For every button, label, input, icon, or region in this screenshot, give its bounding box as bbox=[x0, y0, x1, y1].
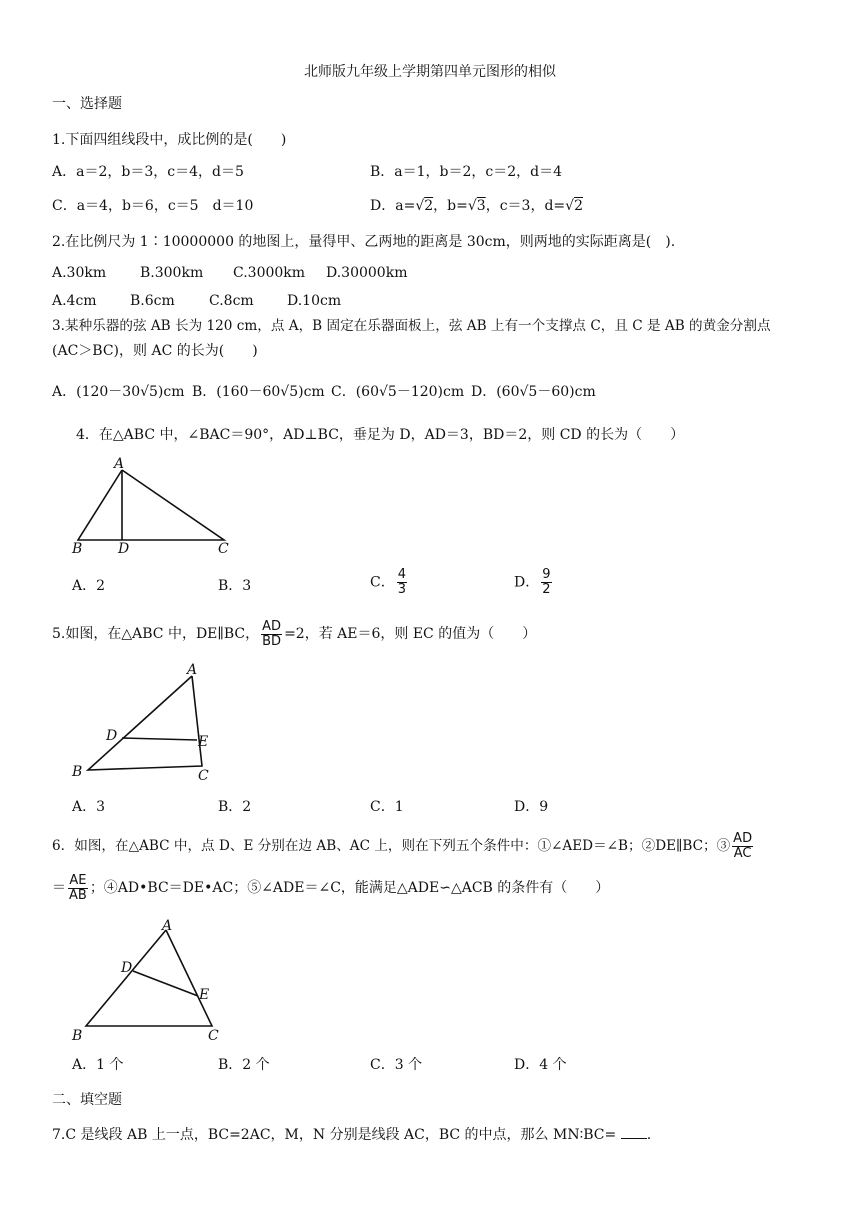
q4-option-b: B．3 bbox=[218, 578, 252, 594]
q5-label-e: E bbox=[198, 734, 209, 750]
q1-option-a: A．a＝2，b＝3，c＝4，d＝5 bbox=[52, 164, 244, 180]
q1-stem: 1.下面四组线段中，成比例的是( ) bbox=[52, 132, 287, 148]
q5-segment-de bbox=[122, 738, 197, 740]
q4-option-c-prefix: C． bbox=[370, 574, 395, 591]
section-heading-choice: 一、选择题 bbox=[52, 96, 122, 112]
q1-option-c: C．a＝4，b＝6，c＝5 d＝10 bbox=[52, 198, 254, 214]
q4-label-b: B bbox=[72, 541, 83, 556]
q5-label-b: B bbox=[72, 764, 83, 780]
q3-stem-line2: (AC＞BC)，则 AC 的长为( ) bbox=[52, 343, 258, 359]
q5-label-c: C bbox=[198, 768, 209, 784]
q6-stem-equals: ＝ bbox=[52, 880, 66, 896]
q6-option-d: D．4 个 bbox=[514, 1057, 567, 1073]
q6-fraction-ae-ab bbox=[68, 874, 88, 903]
q5-stem-suffix: =2，若 AE＝6，则 EC 的值为（ ） bbox=[284, 626, 537, 642]
q4-stem: 4．在△ABC 中，∠BAC＝90°，AD⊥BC，垂足为 D，AD＝3，BD＝2，则 CD 的长为（ ） bbox=[76, 427, 685, 443]
q3-option-a: A．(120－30√5)cm bbox=[52, 384, 185, 400]
q4-triangle bbox=[78, 470, 224, 540]
q4-option-c-fraction bbox=[397, 568, 407, 597]
q5-stem-prefix: 5.如图，在△ABC 中，DE∥BC， bbox=[52, 626, 260, 642]
q4-option-c bbox=[370, 568, 409, 597]
q6-fraction-ad-ac bbox=[732, 832, 753, 861]
q6-stem-part1: 6．如图，在△ABC 中，点 D、E 分别在边 AB、AC 上，则在下列五个条件中：①∠AED＝∠B；②DE∥BC；③ bbox=[52, 838, 731, 854]
q4-label-d: D bbox=[118, 541, 130, 556]
q6-label-d: D bbox=[121, 960, 133, 976]
q6-stem-line2 bbox=[52, 868, 609, 908]
q2-option-d: D.30000km bbox=[326, 265, 408, 281]
sqrt-three: 3 bbox=[476, 198, 486, 214]
q4-option-a: A．2 bbox=[72, 578, 106, 594]
q3-option-d: D．(60√5－60)cm bbox=[471, 384, 596, 400]
q5-figure bbox=[66, 658, 226, 788]
q3-option-b: B．(160－60√5)cm bbox=[192, 384, 325, 400]
q5-option-a: A．3 bbox=[72, 799, 106, 815]
page-title: 北师版九年级上学期第四单元图形的相似 bbox=[304, 64, 556, 80]
q2-option-d2: D.10cm bbox=[287, 293, 342, 309]
q2-option-b2: B.6cm bbox=[130, 293, 175, 309]
q4-option-d bbox=[514, 568, 554, 597]
q3-option-c: C．(60√5－120)cm bbox=[331, 384, 465, 400]
q6-figure bbox=[66, 916, 236, 1046]
q1-option-d-prefix: D．a= bbox=[370, 198, 416, 214]
q5-option-b: B．2 bbox=[218, 799, 252, 815]
q2-stem: 2.在比例尺为 1∶10000000 的地图上，量得甲、乙两地的距离是 30cm，则两地的实际距离是( ). bbox=[52, 234, 676, 250]
q2-option-c: C.3000km bbox=[233, 265, 306, 281]
q2-option-a: A.30km bbox=[52, 265, 107, 281]
q7-stem bbox=[52, 1124, 651, 1145]
frac-denominator: AB bbox=[69, 887, 87, 903]
frac-denominator: BD bbox=[262, 633, 282, 649]
q6-label-c: C bbox=[208, 1028, 219, 1044]
q1-option-b: B．a＝1，b＝2，c＝2，d＝4 bbox=[370, 164, 563, 180]
q6-label-b: B bbox=[72, 1028, 83, 1044]
q6-label-a: A bbox=[162, 918, 173, 934]
frac-numerator: AE bbox=[69, 872, 87, 888]
q7-stem-end: . bbox=[646, 1127, 652, 1143]
q1-option-d: D．a=√2，b=√3，c＝3，d=√2 bbox=[370, 198, 583, 214]
q2-option-c2: C.8cm bbox=[209, 293, 254, 309]
q6-label-e: E bbox=[199, 987, 210, 1003]
q6-option-a: A．1 个 bbox=[72, 1057, 124, 1073]
q4-figure bbox=[64, 456, 244, 556]
q6-option-c: C．3 个 bbox=[370, 1057, 423, 1073]
sqrt-two-d: 2 bbox=[574, 198, 583, 214]
q1-option-d-b: ，b= bbox=[433, 198, 468, 214]
frac-numerator: 9 bbox=[542, 567, 551, 582]
q4-label-c: C bbox=[218, 541, 229, 556]
q6-stem-part2: ；④AD•BC＝DE•AC；⑤∠ADE＝∠C，能满足△ADE∽△ACB 的条件有（ ） bbox=[89, 880, 610, 896]
q4-option-d-fraction bbox=[541, 568, 551, 597]
q2-option-b: B.300km bbox=[140, 265, 204, 281]
q2-option-a2: A.4cm bbox=[52, 293, 97, 309]
q4-label-a: A bbox=[114, 456, 125, 472]
sqrt-two: 2 bbox=[424, 198, 434, 214]
q5-stem bbox=[52, 619, 536, 649]
q6-stem-line1 bbox=[52, 826, 755, 866]
frac-denominator: AC bbox=[733, 845, 752, 861]
q1-option-d-c: ，c＝3，d= bbox=[485, 198, 566, 214]
q5-option-c: C．1 bbox=[370, 799, 404, 815]
frac-numerator: 4 bbox=[397, 567, 406, 582]
q5-triangle bbox=[88, 676, 202, 770]
q5-label-d: D bbox=[106, 728, 118, 744]
frac-denominator: 2 bbox=[542, 582, 551, 597]
q5-label-a: A bbox=[187, 662, 198, 678]
q7-stem-text: 7.C 是线段 AB 上一点，BC=2AC，M，N 分别是线段 AC，BC 的中点，那么 MN∶BC= bbox=[52, 1127, 617, 1143]
frac-numerator: AD bbox=[262, 618, 282, 634]
frac-numerator: AD bbox=[733, 830, 753, 846]
q6-option-b: B．2 个 bbox=[218, 1057, 270, 1073]
section-heading-fill: 二、填空题 bbox=[52, 1092, 122, 1108]
frac-denominator: 3 bbox=[397, 582, 406, 597]
q4-option-d-prefix: D． bbox=[514, 574, 540, 591]
q5-fraction bbox=[261, 620, 282, 649]
q3-stem-line1: 3.某种乐器的弦 AB 长为 120 cm，点 A，B 固定在乐器面板上，弦 AB 上有一个支撑点 C，且 C 是 AB 的黄金分割点 bbox=[52, 318, 771, 334]
q7-answer-blank[interactable] bbox=[621, 1124, 647, 1139]
q5-option-d: D．9 bbox=[514, 799, 549, 815]
